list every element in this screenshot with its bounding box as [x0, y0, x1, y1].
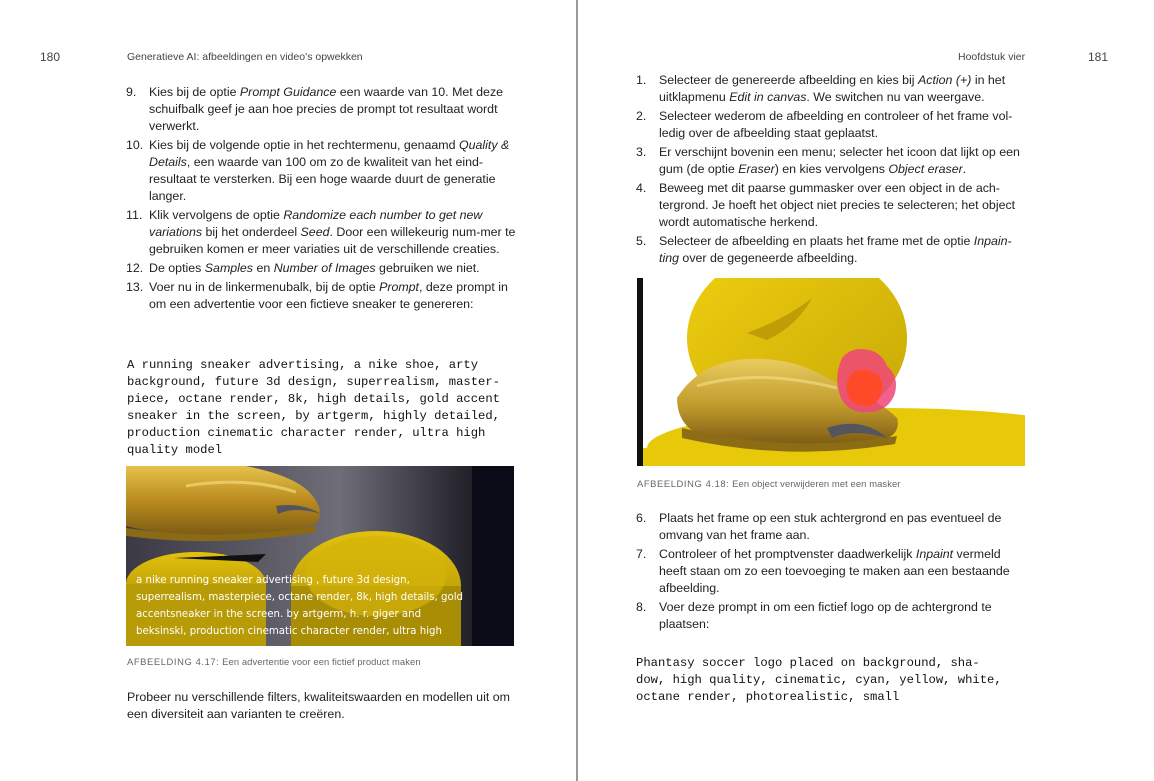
- prompt-line: production cinematic character render, ultra high: [127, 426, 486, 440]
- list-item: [636, 108, 1028, 142]
- step-text: in het uitklapmenu: [659, 73, 1006, 104]
- prompt-line: piece, octane render, 8k, high details, gold accent: [127, 392, 500, 406]
- step-number: 6.: [636, 511, 647, 525]
- italic-term: Seed: [300, 225, 330, 239]
- list-item: [126, 260, 518, 277]
- italic-term: Quality & Details: [149, 138, 510, 169]
- list-item: [126, 279, 518, 313]
- page-number: 180: [40, 50, 61, 64]
- step-text: Er verschijnt bovenin een menu; selecter het icoon dat lijkt op een gum (de optie: [659, 145, 1020, 176]
- step-text: Selecteer wederom de afbeelding en controleer of het frame vol-ledig over de afbeelding staat geplaatst.: [659, 109, 1013, 140]
- prompt-line: quality model: [127, 443, 223, 457]
- list-item: [126, 207, 518, 258]
- closing-paragraph: Probeer nu verschillende filters, kwaliteitswaarden en modellen uit om een diversiteit aan varianten te creëren.: [127, 690, 510, 721]
- step-number: 8.: [636, 600, 647, 614]
- step-list: [126, 84, 518, 315]
- italic-term: Inpain-ting: [659, 234, 1012, 265]
- figure-label: AFBEELDING 4.17:: [127, 656, 220, 667]
- step-text: een waarde van 10. Met deze schuifbalk geef je aan hoe precies de prompt tot resultaat wordt verwerkt.: [149, 85, 504, 133]
- figure-caption-text: Een advertentie voor een fictief product maken: [222, 656, 421, 667]
- list-item: [636, 599, 1028, 633]
- prompt-line: sneaker in the screen, by artgerm, highly detailed,: [127, 409, 500, 423]
- step-text: vermeld heeft staan om zo een toevoeging te maken aan een bestaande afbeelding.: [659, 547, 1010, 595]
- step-text: Beweeg met dit paarse gummasker over een object in de ach-tergrond. Je hoeft het object niet precies te selecteren; het object wordt automatische herkend.: [659, 181, 1016, 229]
- overlay-line: accentsneaker in the screen. by artgerm, h. r. giger and: [136, 609, 422, 620]
- step-text: en: [253, 261, 274, 275]
- numbered-steps: [636, 72, 1028, 267]
- figure-label: AFBEELDING 4.18:: [637, 478, 730, 489]
- figure-caption-4-17: [127, 656, 421, 667]
- step-number: 7.: [636, 547, 647, 561]
- step-list-a: [636, 72, 1028, 269]
- numbered-steps: [636, 510, 1028, 633]
- italic-term: Edit in canvas: [729, 90, 807, 104]
- figure-sneaker-ad: [126, 466, 514, 646]
- step-list-b: [636, 510, 1028, 635]
- prompt-line: A running sneaker advertising, a nike shoe, arty: [127, 358, 479, 372]
- prompt-block: [127, 357, 500, 459]
- list-item: [126, 84, 518, 135]
- step-text: . Door een willekeurig num-mer te gebruiken komen er meer variaties uit de verschillende creaties.: [149, 225, 516, 256]
- prompt-block: [636, 655, 1002, 706]
- right-page: [578, 0, 1154, 781]
- figure-object-eraser: [637, 278, 1025, 466]
- step-text: Voer deze prompt in om een fictief logo op de achtergrond te plaatsen:: [659, 600, 992, 631]
- step-text: . We switchen nu van weergave.: [806, 90, 985, 104]
- italic-term: Inpaint: [915, 547, 954, 561]
- step-text: Controleer of het promptvenster daadwerkelijk: [659, 547, 916, 561]
- step-number: 11.: [126, 208, 143, 222]
- step-number: 12.: [126, 261, 144, 275]
- ad-overlay-text: [136, 572, 496, 640]
- list-item: [636, 546, 1028, 597]
- step-text: Plaats het frame op een stuk achtergrond en pas eventueel de omvang van het frame aan.: [659, 511, 1002, 542]
- step-text: Klik vervolgens de optie: [149, 208, 284, 222]
- prompt-line: background, future 3d design, superrealism, master-: [127, 375, 500, 389]
- figure-caption-4-18: [637, 478, 901, 489]
- step-text: Kies bij de optie: [149, 85, 240, 99]
- left-page: [0, 0, 576, 781]
- step-text: bij het onderdeel: [202, 225, 301, 239]
- numbered-steps: [126, 84, 518, 313]
- running-title: Generatieve AI: afbeeldingen en video’s opwekken: [127, 51, 363, 63]
- step-text: ) en kies vervolgens: [774, 162, 889, 176]
- italic-term: Object eraser: [888, 162, 963, 176]
- running-title: Hoofdstuk vier: [958, 51, 1026, 63]
- list-item: [126, 137, 518, 205]
- step-text: Selecteer de genereerde afbeelding en kies bij: [659, 73, 919, 87]
- step-number: 3.: [636, 145, 647, 159]
- step-text: , een waarde van 100 om zo de kwaliteit van het eind-resultaat te versterken. Bij een hoge waarde duurt de generatie langer.: [149, 155, 496, 203]
- overlay-line: beksinski, production cinematic character render, ultra high: [136, 626, 442, 637]
- list-item: [636, 72, 1028, 106]
- prompt-line: Phantasy soccer logo placed on background, sha-: [636, 656, 980, 670]
- italic-term: Randomize each number to get new variations: [149, 208, 483, 239]
- page-number: 181: [1088, 50, 1109, 64]
- step-text: Voer nu in de linkermenubalk, bij de optie: [149, 280, 380, 294]
- step-text: .: [962, 162, 967, 176]
- overlay-line: superrealism, masterpiece, octane render, 8k, high details, gold: [136, 592, 464, 603]
- svg-text:~ ≈ ≈: ~ ≈ ≈: [206, 552, 225, 559]
- step-number: 5.: [636, 234, 647, 248]
- list-item: [636, 510, 1028, 544]
- italic-term: Number of Images: [273, 261, 376, 275]
- eraser-mask-illustration: [637, 278, 1025, 466]
- prompt-line: octane render, photorealistic, small: [636, 690, 900, 704]
- list-item: [636, 180, 1028, 231]
- prompt-line: dow, high quality, cinematic, cyan, yellow, white,: [636, 673, 1002, 687]
- italic-term: Eraser: [738, 162, 775, 176]
- step-number: 10.: [126, 138, 144, 152]
- italic-term: Samples: [204, 261, 254, 275]
- list-item: [636, 233, 1028, 267]
- italic-term: Prompt: [379, 280, 419, 294]
- figure-caption-text: Een object verwijderen met een masker: [732, 478, 901, 489]
- step-number: 9.: [126, 85, 137, 99]
- step-number: 1.: [636, 73, 647, 87]
- step-text: Kies bij de volgende optie in het rechtermenu, genaamd: [149, 138, 459, 152]
- step-text: gebruiken we niet.: [375, 261, 480, 275]
- step-text: over de gegeneerde afbeelding.: [678, 251, 858, 265]
- step-text: Selecteer de afbeelding en plaats het frame met de optie: [659, 234, 974, 248]
- overlay-line: a nike running sneaker advertising , future 3d design,: [136, 575, 410, 586]
- italic-term: Prompt Guidance: [239, 85, 337, 99]
- list-item: [636, 144, 1028, 178]
- italic-term: Action (+): [918, 73, 972, 87]
- step-number: 2.: [636, 109, 647, 123]
- step-text: De opties: [149, 261, 205, 275]
- step-number: 4.: [636, 181, 647, 195]
- step-number: 13.: [126, 280, 144, 294]
- step-text: , deze prompt in om een advertentie voor een fictieve sneaker te genereren:: [149, 280, 508, 311]
